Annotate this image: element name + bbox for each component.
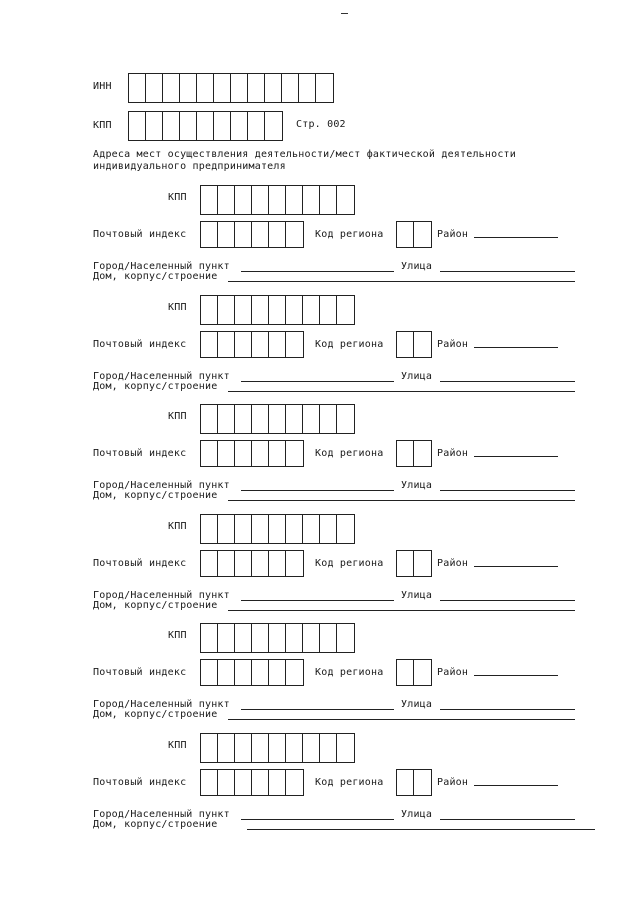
block-kpp-label: КПП [168,630,187,641]
street-line[interactable] [440,600,575,601]
block-kpp-field[interactable] [200,623,355,653]
input-cell[interactable] [303,296,320,324]
input-cell[interactable] [269,405,286,433]
input-cell[interactable] [235,332,252,357]
intro-text-line2: индивидуального предпринимателя [93,161,286,172]
intro-text-line1: Адреса мест осуществления деятельности/мест фактической деятельности [93,149,516,160]
region-label: Код региона [315,667,384,678]
house-line[interactable] [228,610,575,611]
input-cell[interactable] [269,296,286,324]
postal-label: Почтовый индекс [93,667,187,678]
region-code-field[interactable] [396,221,432,248]
input-cell[interactable] [414,770,431,795]
input-cell[interactable] [201,186,218,214]
input-cell[interactable] [180,112,197,140]
input-cell[interactable] [269,734,286,762]
region-label: Код региона [315,558,384,569]
district-line[interactable] [474,675,558,676]
input-cell[interactable] [269,770,286,795]
house-label: Дом, корпус/строение [93,709,218,720]
district-line[interactable] [474,347,558,348]
input-cell[interactable] [252,222,269,247]
input-cell[interactable] [265,74,282,102]
input-cell[interactable] [286,441,303,466]
input-cell[interactable] [286,515,303,543]
input-cell[interactable] [201,332,218,357]
input-cell[interactable] [414,660,431,685]
postal-index-field[interactable] [200,769,304,796]
block-kpp-label: КПП [168,411,187,422]
postal-index-field[interactable] [200,550,304,577]
input-cell[interactable] [218,441,235,466]
input-cell[interactable] [197,112,214,140]
block-kpp-field[interactable] [200,404,355,434]
kpp-field[interactable] [128,111,283,141]
input-cell[interactable] [303,515,320,543]
input-cell[interactable] [235,660,252,685]
input-cell[interactable] [231,112,248,140]
block-kpp-label: КПП [168,192,187,203]
input-cell[interactable] [397,222,414,247]
input-cell[interactable] [201,296,218,324]
region-code-field[interactable] [396,440,432,467]
district-label: Район [437,558,469,569]
city-line[interactable] [241,819,394,820]
input-cell[interactable] [397,332,414,357]
postal-index-field[interactable] [200,440,304,467]
input-cell[interactable] [320,186,337,214]
inn-field[interactable] [128,73,334,103]
input-cell[interactable] [414,222,431,247]
input-cell[interactable] [218,515,235,543]
page-number: Стр. 002 [296,119,346,130]
district-label: Район [437,339,469,350]
block-kpp-label: КПП [168,740,187,751]
input-cell[interactable] [337,624,354,652]
city-label: Город/Населенный пункт [93,371,230,382]
input-cell[interactable] [303,734,320,762]
house-line[interactable] [228,500,575,501]
input-cell[interactable] [303,624,320,652]
input-cell[interactable] [218,551,235,576]
region-code-field[interactable] [396,331,432,358]
input-cell[interactable] [320,296,337,324]
region-code-field[interactable] [396,659,432,686]
street-line[interactable] [440,709,575,710]
house-line[interactable] [247,829,595,830]
postal-index-field[interactable] [200,659,304,686]
input-cell[interactable] [248,74,265,102]
input-cell[interactable] [163,112,180,140]
district-line[interactable] [474,237,558,238]
input-cell[interactable] [235,770,252,795]
input-cell[interactable] [414,332,431,357]
city-label: Город/Населенный пункт [93,480,230,491]
input-cell[interactable] [397,770,414,795]
district-line[interactable] [474,456,558,457]
input-cell[interactable] [320,405,337,433]
postal-index-field[interactable] [200,331,304,358]
input-cell[interactable] [201,734,218,762]
input-cell[interactable] [397,660,414,685]
input-cell[interactable] [286,770,303,795]
street-label: Улица [401,590,433,601]
city-line[interactable] [241,490,394,491]
kpp-label: КПП [93,120,112,131]
input-cell[interactable] [218,186,235,214]
input-cell[interactable] [197,74,214,102]
input-cell[interactable] [201,515,218,543]
postal-label: Почтовый индекс [93,229,187,240]
street-line[interactable] [440,271,575,272]
input-cell[interactable] [337,186,354,214]
block-kpp-field[interactable] [200,185,355,215]
input-cell[interactable] [214,74,231,102]
input-cell[interactable] [235,405,252,433]
input-cell[interactable] [252,441,269,466]
input-cell[interactable] [252,660,269,685]
district-line[interactable] [474,566,558,567]
city-label: Город/Населенный пункт [93,699,230,710]
input-cell[interactable] [235,551,252,576]
block-kpp-field[interactable] [200,514,355,544]
input-cell[interactable] [235,515,252,543]
district-label: Район [437,229,469,240]
street-label: Улица [401,809,433,820]
district-label: Район [437,448,469,459]
input-cell[interactable] [269,332,286,357]
input-cell[interactable] [129,74,146,102]
input-cell[interactable] [218,770,235,795]
input-cell[interactable] [286,405,303,433]
input-cell[interactable] [252,624,269,652]
input-cell[interactable] [286,186,303,214]
input-cell[interactable] [414,551,431,576]
street-label: Улица [401,480,433,491]
input-cell[interactable] [146,74,163,102]
input-cell[interactable] [218,734,235,762]
input-cell[interactable] [201,770,218,795]
district-label: Район [437,667,469,678]
input-cell[interactable] [146,112,163,140]
input-cell[interactable] [252,515,269,543]
house-label: Дом, корпус/строение [93,271,218,282]
district-line[interactable] [474,785,558,786]
input-cell[interactable] [414,441,431,466]
input-cell[interactable] [235,441,252,466]
input-cell[interactable] [235,296,252,324]
region-label: Код региона [315,229,384,240]
input-cell[interactable] [214,112,231,140]
input-cell[interactable] [235,734,252,762]
input-cell[interactable] [252,296,269,324]
input-cell[interactable] [286,551,303,576]
input-cell[interactable] [235,186,252,214]
input-cell[interactable] [218,222,235,247]
input-cell[interactable] [218,405,235,433]
city-label: Город/Населенный пункт [93,590,230,601]
input-cell[interactable] [248,112,265,140]
input-cell[interactable] [252,405,269,433]
input-cell[interactable] [282,74,299,102]
block-kpp-field[interactable] [200,733,355,763]
block-kpp-label: КПП [168,302,187,313]
input-cell[interactable] [252,332,269,357]
input-cell[interactable] [286,222,303,247]
input-cell[interactable] [286,296,303,324]
top-dash [341,13,348,14]
input-cell[interactable] [397,441,414,466]
input-cell[interactable] [269,660,286,685]
input-cell[interactable] [286,660,303,685]
city-line[interactable] [241,600,394,601]
input-cell[interactable] [201,551,218,576]
input-cell[interactable] [316,74,333,102]
input-cell[interactable] [235,624,252,652]
input-cell[interactable] [286,624,303,652]
house-label: Дом, корпус/строение [93,819,218,830]
district-label: Район [437,777,469,788]
input-cell[interactable] [201,624,218,652]
input-cell[interactable] [269,222,286,247]
input-cell[interactable] [337,515,354,543]
input-cell[interactable] [235,222,252,247]
city-label: Город/Населенный пункт [93,809,230,820]
house-line[interactable] [228,719,575,720]
street-line[interactable] [440,490,575,491]
input-cell[interactable] [303,186,320,214]
input-cell[interactable] [180,74,197,102]
block-kpp-field[interactable] [200,295,355,325]
input-cell[interactable] [299,74,316,102]
input-cell[interactable] [286,332,303,357]
city-label: Город/Населенный пункт [93,261,230,272]
postal-index-field[interactable] [200,221,304,248]
input-cell[interactable] [218,332,235,357]
street-label: Улица [401,261,433,272]
house-line[interactable] [228,391,575,392]
input-cell[interactable] [231,74,248,102]
postal-label: Почтовый индекс [93,558,187,569]
input-cell[interactable] [269,551,286,576]
postal-label: Почтовый индекс [93,777,187,788]
input-cell[interactable] [218,296,235,324]
street-line[interactable] [440,819,575,820]
input-cell[interactable] [269,441,286,466]
input-cell[interactable] [252,186,269,214]
region-label: Код региона [315,448,384,459]
input-cell[interactable] [337,734,354,762]
house-label: Дом, корпус/строение [93,381,218,392]
street-label: Улица [401,371,433,382]
postal-label: Почтовый индекс [93,339,187,350]
input-cell[interactable] [252,551,269,576]
region-label: Код региона [315,339,384,350]
input-cell[interactable] [337,296,354,324]
input-cell[interactable] [397,551,414,576]
input-cell[interactable] [218,660,235,685]
input-cell[interactable] [269,624,286,652]
street-line[interactable] [440,381,575,382]
house-line[interactable] [228,281,575,282]
input-cell[interactable] [337,405,354,433]
street-label: Улица [401,699,433,710]
region-label: Код региона [315,777,384,788]
city-line[interactable] [241,709,394,710]
region-code-field[interactable] [396,769,432,796]
input-cell[interactable] [320,734,337,762]
input-cell[interactable] [320,624,337,652]
house-label: Дом, корпус/строение [93,490,218,501]
city-line[interactable] [241,271,394,272]
input-cell[interactable] [265,112,282,140]
input-cell[interactable] [218,624,235,652]
input-cell[interactable] [269,186,286,214]
city-line[interactable] [241,381,394,382]
input-cell[interactable] [269,515,286,543]
input-cell[interactable] [201,222,218,247]
input-cell[interactable] [286,734,303,762]
input-cell[interactable] [201,441,218,466]
region-code-field[interactable] [396,550,432,577]
input-cell[interactable] [201,405,218,433]
input-cell[interactable] [163,74,180,102]
input-cell[interactable] [129,112,146,140]
inn-label: ИНН [93,81,112,92]
postal-label: Почтовый индекс [93,448,187,459]
input-cell[interactable] [320,515,337,543]
house-label: Дом, корпус/строение [93,600,218,611]
input-cell[interactable] [303,405,320,433]
block-kpp-label: КПП [168,521,187,532]
input-cell[interactable] [252,770,269,795]
input-cell[interactable] [201,660,218,685]
input-cell[interactable] [252,734,269,762]
